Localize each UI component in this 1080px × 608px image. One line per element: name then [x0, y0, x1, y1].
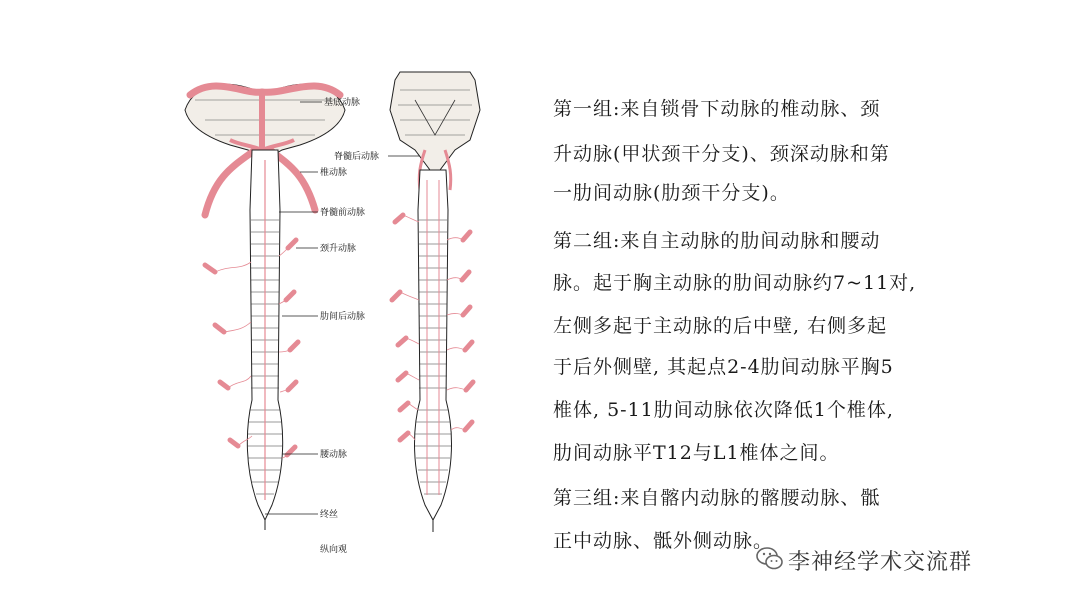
text-line: 肋间动脉平T12与L1椎体之间。	[553, 442, 840, 464]
text-line: 于后外侧壁, 其起点2-4肋间动脉平胸5	[553, 356, 894, 378]
text-line: 第一组:来自锁骨下动脉的椎动脉、颈	[553, 98, 881, 120]
label-lumbar-artery: 腰动脉	[320, 450, 348, 460]
label-filum-terminale: 终丝	[320, 510, 339, 520]
text-line: 椎体, 5-11肋间动脉依次降低1个椎体,	[553, 399, 894, 421]
label-anterior-spinal-artery: 脊髓前动脉	[320, 208, 366, 218]
posterior-view	[334, 72, 480, 532]
spinal-cord-right	[415, 170, 452, 520]
watermark	[755, 545, 785, 575]
label-vertebral-artery: 椎动脉	[320, 168, 348, 178]
watermark-text: 李神经学术交流群	[788, 550, 973, 575]
text-line: 脉。起于胸主动脉的肋间动脉约7~11对,	[553, 272, 917, 294]
text-line: 第二组:来自主动脉的肋间动脉和腰动	[553, 230, 881, 252]
label-posterior-intercostal-artery: 肋间后动脉	[320, 312, 366, 322]
text-line: 正中动脉、骶外侧动脉。	[553, 530, 774, 552]
text-line: 一肋间动脉(肋颈干分支)。	[553, 182, 790, 204]
vertebral-artery-shape	[205, 150, 255, 215]
label-ascending-cervical-artery: 颈升动脉	[320, 244, 357, 254]
text-line: 第三组:来自髂内动脉的髂腰动脉、骶	[553, 487, 881, 509]
label-caption: 纵向观	[320, 545, 348, 555]
label-posterior-spinal-artery: 脊髓后动脉	[334, 152, 380, 162]
text-line: 升动脉(甲状颈干分支)、颈深动脉和第	[553, 143, 890, 165]
wechat-icon	[755, 545, 785, 573]
label-basilar-artery: 基底动脉	[324, 98, 361, 108]
brainstem-right	[390, 72, 480, 170]
text-line: 左侧多起于主动脉的后中壁, 右侧多起	[553, 315, 888, 337]
